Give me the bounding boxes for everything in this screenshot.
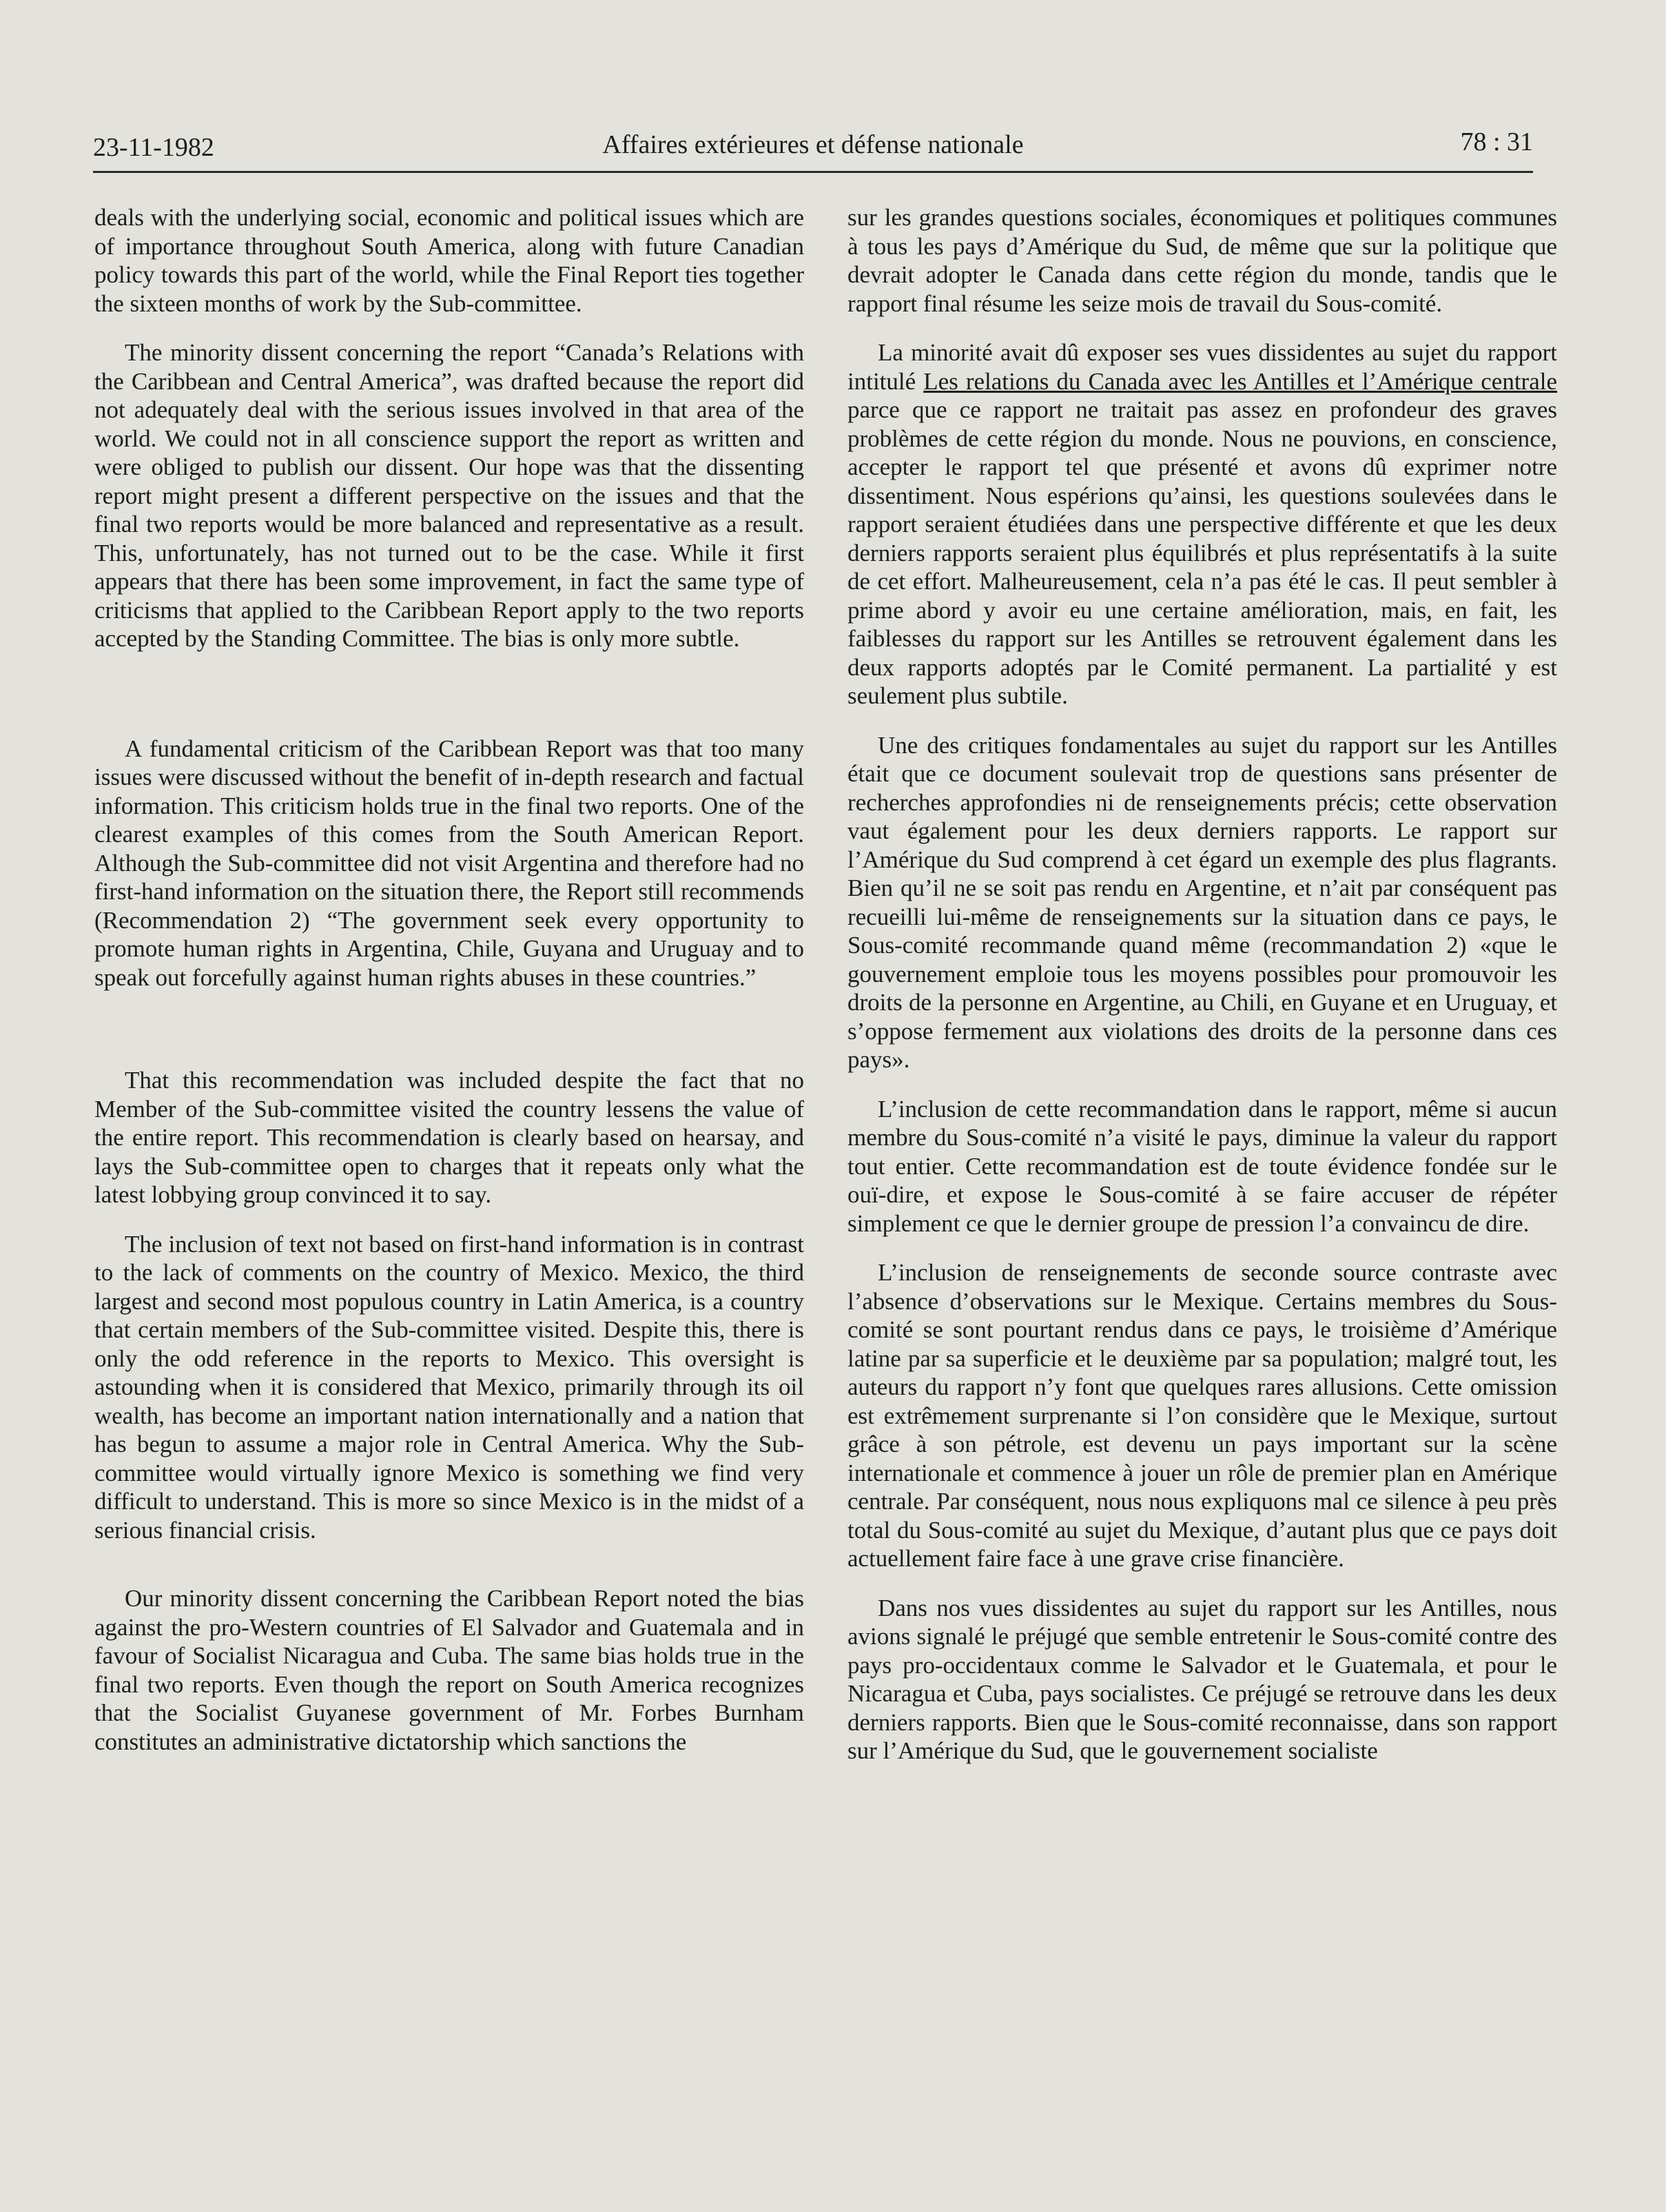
french-paragraph-4: L’inclusion de cette recommandation dans le rapport, même si aucun membre du Sous-comité n’a visité le pays, diminue la valeur du rapport tout entier. Cette recommandation est de toute évidence fondée sur le ouï-dire, et expose le Sous-comité à se faire accuser de répéter simplement ce que le dernier groupe de pression l’a convaincu de dire. — [847, 1095, 1557, 1237]
page-header — [93, 123, 1533, 173]
header-date: 23-11-1982 — [93, 133, 214, 162]
french-paragraph-2 — [847, 338, 1557, 710]
french-paragraph-3: Une des critiques fondamentales au sujet du rapport sur les Antilles était que ce document soulevait trop de questions sans présenter de recherches approfondies ni de renseignements précis; cette observation vaut également pour les deux derniers rapports. Le rapport sur l’Amérique du Sud comprend à cet égard un exemple des plus flagrants. Bien qu’il ne se soit pas rendu en Argentine, et n’ait par conséquent pas recueilli lui-même de renseignements sur la situation dans ce pays, le Sous-comité recommande quand même (recommandation 2) «que le gouvernement emploie tous les moyens possibles pour promouvoir les droits de la personne en Argentine, au Chili, en Guyane et en Uruguay, et s’oppose fermement aux violations des droits de la personne dans ces pays». — [847, 731, 1557, 1073]
english-paragraph-5: The inclusion of text not based on first-hand information is in contrast to the lack of comments on the country of Mexico. Mexico, the third largest and second most populous country in Latin America, is a country that certain members of the Sub-committee visited. Despite this, there is only the odd reference in the reports to Mexico. This oversight is astounding when it is considered that Mexico, primarily through its oil wealth, has become an important nation internationally and a nation that has begun to assume a major role in Central America. Why the Sub-committee would virtually ignore Mexico is something we find very difficult to understand. This is more so since Mexico is in the midst of a serious financial crisis. — [94, 1230, 804, 1544]
french-paragraph-2-text-a: La minorité avait dû exposer ses vues dissidentes au sujet du rapport intitulé — [847, 339, 1557, 395]
french-paragraph-1: sur les grandes questions sociales, économiques et politiques communes à tous les pays d’Amérique du Sud, de même que sur la politique que devrait adopter le Canada dans cette région du monde, tandis que le rapport final résume les seize mois de travail du Sous-comité. — [847, 204, 1557, 317]
english-paragraph-2: The minority dissent concerning the report “Canada’s Relations with the Caribbean and Central America”, was drafted because the report did not adequately deal with the serious issues involved in that area of the world. We could not in all conscience support the report as written and were obliged to publish our dissent. Our hope was that the dissenting report might present a different perspective on the issues and that the final two reports would be more balanced and representative as a result. This, unfortunately, has not turned out to be the case. While it first appears that there has been some improvement, in fact the same type of criticisms that applied to the Caribbean Report apply to the two reports accepted by the Standing Committee. The bias is only more subtle. — [94, 339, 804, 652]
french-paragraph-6: Dans nos vues dissidentes au sujet du rapport sur les Antilles, nous avions signalé le préjugé que semble entretenir le Sous-comité contre des pays pro-occidentaux comme le Salvador et le Guatemala, et pour le Nicaragua et Cuba, pays socialistes. Ce préjugé se retrouve dans les deux derniers rapports. Bien que le Sous-comité reconnaisse, dans son rapport sur l’Amérique du Sud, que le gouvernement socialiste — [847, 1594, 1557, 1764]
english-paragraph-6: Our minority dissent concerning the Caribbean Report noted the bias against the pro-Western countries of El Salvador and Guatemala and in favour of Socialist Nicaragua and Cuba. The same bias holds true in the final two reports. Even though the report on South America recognizes that the Socialist Guyanese government of Mr. Forbes Burnham constitutes an administrative dictatorship which sanctions the — [94, 1585, 804, 1755]
english-paragraph-3: A fundamental criticism of the Caribbean Report was that too many issues were discussed without the benefit of in-depth research and factual information. This criticism holds true in the final two reports. One of the clearest examples of this comes from the South American Report. Although the Sub-committee did not visit Argentina and therefore had no first-hand information on the situation there, the Report still recommends (Recommendation 2) “The government seek every opportunity to promote human rights in Argentina, Chile, Guyana and Uruguay and to speak out forcefully against human rights abuses in these countries.” — [94, 735, 804, 991]
french-column — [847, 203, 1557, 1765]
english-paragraph-1: deals with the underlying social, economic and political issues which are of importance throughout South America, along with future Canadian policy towards this part of the world, while the Final Report ties together the sixteen months of work by the Sub-committee. — [94, 204, 804, 317]
french-paragraph-2-text-b: parce que ce rapport ne traitait pas assez en profondeur des graves problèmes de cette région du monde. Nous ne pouvions, en conscience, accepter le rapport tel que présenté et avons dû exprimer notre dissentiment. Nous espérions qu’ainsi, les questions soulevées dans le rapport seraient étudiées dans une perspective différente et que les deux derniers rapports seraient plus équilibrés et plus représentatifs à la suite de cet effort. Malheureusement, cela n’a pas été le cas. Il peut sembler à prime abord y avoir eu une certaine amélioration, mais, en fait, les faiblesses du rapport sur les Antilles se retrouvent également dans les deux rapports adoptés par le Comité permanent. La partialité y est seulement plus subtile. — [847, 396, 1557, 709]
report-title-underlined: Les relations du Canada avec les Antilles et l’Amérique centrale — [923, 367, 1557, 395]
french-paragraph-5: L’inclusion de renseignements de seconde source contraste avec l’absence d’observations sur le Mexique. Certains membres du Sous-comité se sont pourtant rendus dans ce pays, le troisième d’Amérique latine par sa superficie et le deuxième par sa population; malgré tout, les auteurs du rapport n’y font que quelques rares allusions. Cette omission est extrêmement surprenante si l’on considère que le Mexique, surtout grâce à son pétrole, est devenu un pays important sur la scène internationale et commence à jouer un rôle de premier plan en Amérique centrale. Par conséquent, nous nous expliquons mal ce silence à peu près total du Sous-comité au sujet du Mexique, d’autant plus que ce pays doit actuellement faire face à une grave crise financière. — [847, 1259, 1557, 1572]
english-column — [94, 203, 804, 1756]
header-title: Affaires extérieures et défense nationale — [602, 130, 1024, 159]
english-paragraph-4: That this recommendation was included despite the fact that no Member of the Sub-committee visited the country lessens the value of the entire report. This recommendation is clearly based on hearsay, and lays the Sub-committee open to charges that it repeats only what the latest lobbying group convinced it to say. — [94, 1067, 804, 1208]
header-page-number: 78 : 31 — [1460, 127, 1533, 156]
